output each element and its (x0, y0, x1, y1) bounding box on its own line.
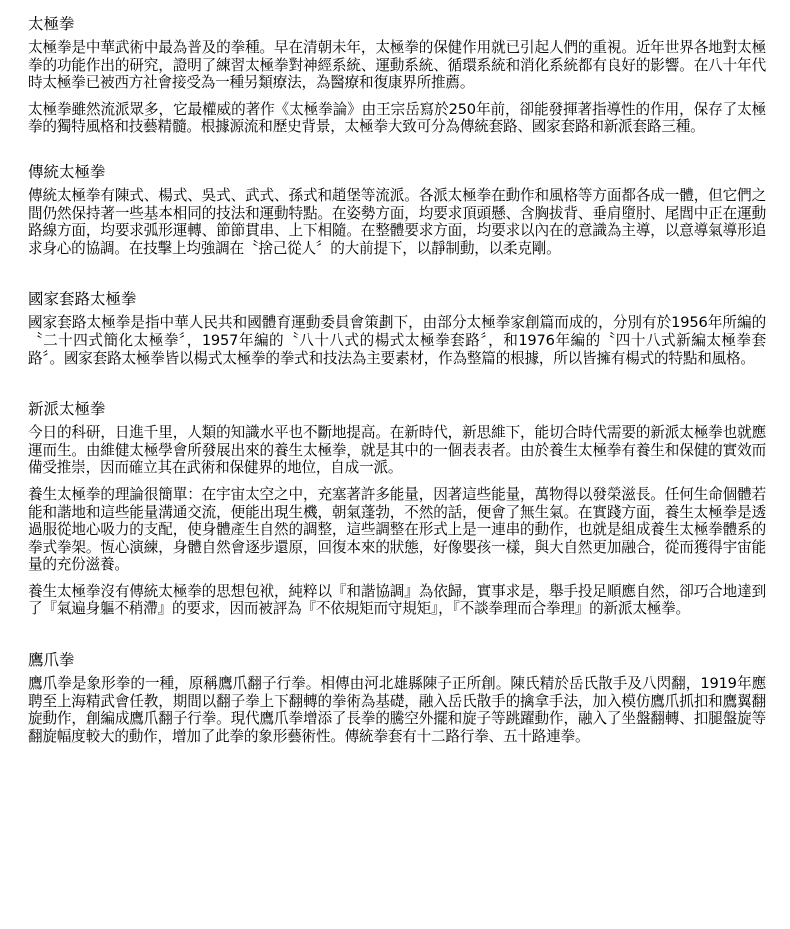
section-national-taijiquan (28, 289, 766, 367)
section-title: 太極拳 (28, 15, 75, 33)
section-title: 新派太極拳 (28, 400, 106, 419)
paragraph: 養生太極拳的理論很簡單：在宇宙太空之中，充塞著許多能量，因著這些能量，萬物得以發榮滋長。任何生命個體若能和諧地和這些能量溝通交流，便能出現生機，朝氣蓬勃，不然的話，便會了無生氣。在實踐方面，養生太極拳是透過服從地心吸力的支配，使身體產生自然的調整，這些調整在形式上是一連串的動作，也就是組成養生太極拳體系的拳式拳架。恆心演練，身體自然會逐步還原，回復本來的狀態，好像嬰孩一樣，與大自然更加融合，從而獲得宇宙能量的充份滋養。 (28, 485, 766, 574)
section-taijiquan (28, 14, 766, 136)
section-title: 傳統太極拳 (28, 162, 106, 181)
paragraph: 今日的科研，日進千里，人類的知識水平也不斷地提高。在新時代，新思維下，能切合時代需要的新派太極拳也就應運而生。由維健太極學會所發展出來的養生太極拳，就是其中的一個表表者。由於養生太極拳有養生和保健的實效而備受推崇，因而確立其在武術和保健界的地位，自成一派。 (28, 424, 766, 477)
section-new-school-taijiquan (28, 399, 766, 618)
section-traditional-taijiquan (28, 162, 766, 257)
article (28, 14, 766, 754)
paragraph: 傳統太極拳有陳式、楊式、吳式、武式、孫式和趙堡等流派。各派太極拳在動作和風格等方面都各成一體，但它們之間仍然保持著一些基本相同的技法和運動特點。在姿勢方面，均要求頂頭懸、含胸拔背、垂肩墮肘、尾閭中正在運動路線方面，均要求弧形運轉、節節貫串、上下相隨。在整體要求方面，均要求以內在的意識為主導，以意導氣導形追求身心的協調。在技擊上均強調在〝捨己從人〞的大前提下，以靜制動，以柔克剛。 (28, 186, 766, 257)
paragraph: 太極拳是中華武術中最為普及的拳種。早在清朝未年，太極拳的保健作用就已引起人們的重視。近年世界各地對太極拳的功能作出的研究，證明了練習太極拳對神經系統、運動系統、循環系統和消化系統都有良好的影響。在八十年代時太極拳已被西方社會接受為一種另類療法，為醫療和復康界所推薦。 (28, 39, 766, 92)
section-title: 鷹爪拳 (28, 651, 75, 670)
paragraph: 國家套路太極拳是指中華人民共和國體育運動委員會策劃下，由部分太極拳家創篇而成的，分別有於1956年所編的〝二十四式簡化太極拳〞，1957年編的〝八十八式的楊式太極拳套路〞，和1976年編的〝四十八式新編太極拳套路〞。國家套路太極拳皆以楊式太極拳的拳式和技法為主要素材，作為整篇的根據，所以皆擁有楊式的特點和風格。 (28, 314, 766, 367)
paragraph: 鷹爪拳是象形拳的一種，原稱鷹爪翻子行拳。相傳由河北雄縣陳子正所創。陳氏精於岳氏散手及八閃翻，1919年應聘至上海精武會任教，期間以翻子拳上下翻轉的拳術為基礎，融入岳氏散手的擒拿手法，加入模仿鷹爪抓扣和鷹翼翻旋動作，創編成鷹爪翻子行拳。現代鷹爪拳增添了長拳的騰空外擺和旋子等跳躍動作，融入了坐盤翻轉、扣腿盤旋等翻旋幅度較大的動作，增加了此拳的象形藝術性。傳統拳套有十二路行拳、五十路連拳。 (28, 675, 766, 745)
section-eagle-claw (28, 650, 766, 745)
paragraph: 太極拳雖然流派眾多，它最權威的著作《太極拳論》由王宗岳寫於250年前，卻能發揮著指導性的作用，保存了太極拳的獨特風格和技藝精髓。根據源流和歷史背景，太極拳大致可分為傳統套路、國家套路和新派套路三種。 (28, 100, 766, 136)
section-title: 國家套路太極拳 (28, 290, 137, 309)
paragraph: 養生太極拳沒有傳統太極拳的思想包袱，純粹以『和諧協調』為依歸，實事求是，舉手投足順應自然，卻巧合地達到了『氣遍身軀不稍滯』的要求，因而被評為『不依規矩而守規矩』，『不談拳理而合拳理』的新派太極拳。 (28, 582, 766, 618)
